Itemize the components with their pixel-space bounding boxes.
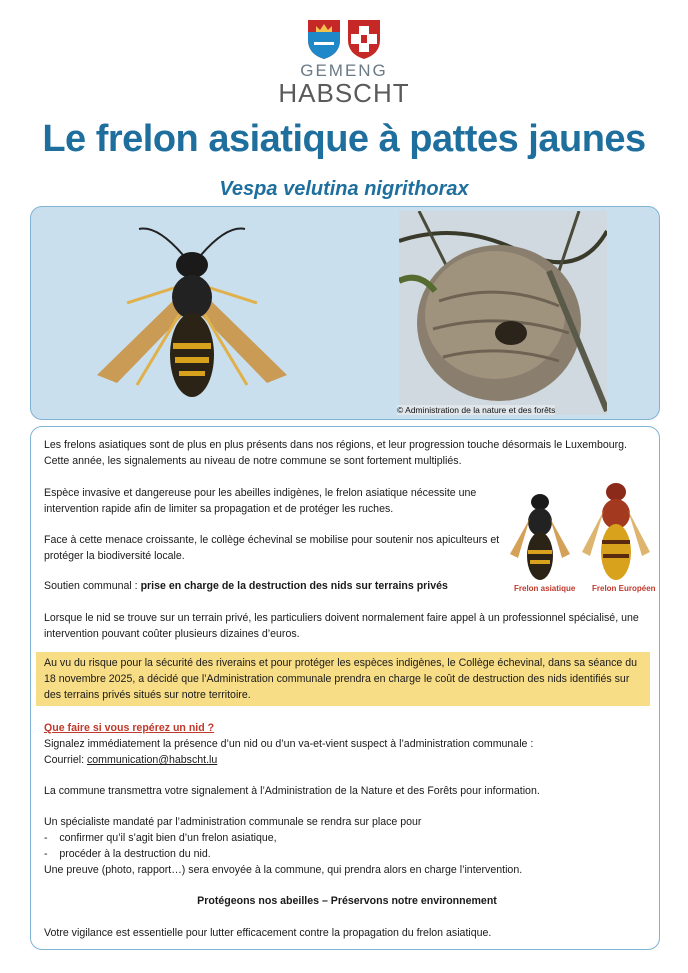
bullet-dash: - [44,832,60,844]
page-subtitle: Vespa velutina nigrithorax [219,178,469,200]
hornet-nest-image [399,211,607,415]
paragraph-private-land: Lorsque le nid se trouve sur un terrain privé, les particuliers doivent normalement faire appel à un professionnel spécialisé, une intervention pouvant coûter plusieurs dizaines d’euros. [44,612,639,640]
paragraph-intro: Les frelons asiatiques sont de plus en plus présents dans nos régions, et leur progression touche désormais le Luxembourg. Cette année, les signalements au niveau de notre commune se sont fortement multipliés. [44,439,627,467]
crest-left-icon [306,18,342,60]
bullet-destroy [44,846,650,862]
logo-habscht: HABSCHT [278,78,410,108]
support-bold: prise en charge de la destruction des nids sur terrains privés [140,580,448,592]
bullet-confirm [44,830,650,846]
photo-credit: © Administration de la nature et des forêts [397,405,556,415]
decision-text: Au vu du risque pour la sécurité des riverains et pour protéger les espèces indigènes, le Collège échevinal, dans sa séance du 18 novembre 2025, a décidé que l’Administration communale prendra en charge le coût de destruction des nids identifiés sur des terrains privés situés sur notre territoire. [44,657,638,701]
commune-logo [0,18,688,106]
paragraph-signal: Signalez immédiatement la présence d’un nid ou d’un va-et-vient suspect à l’administration communale : [44,738,534,750]
photo-panel [30,206,660,420]
crest-right-icon [346,18,382,60]
caption-asian-hornet: Frelon asiatique [514,584,576,593]
bullet-confirm-text: confirmer qu’il s’agit bien d’un frelon asiatique, [59,832,277,844]
bullet-destroy-text: procéder à la destruction du nid. [59,848,211,860]
hornet-comparison-image [508,462,654,598]
paragraph-closing: Votre vigilance est essentielle pour lutter efficacement contre la propagation du frelon asiatique. [44,927,492,939]
paragraph-specialist: Un spécialiste mandaté par l’administration communale se rendra sur place pour [44,816,422,828]
paragraph-proof: Une preuve (photo, rapport…) sera envoyée à la commune, qui prendra alors en charge l’intervention. [44,864,523,876]
question-heading: Que faire si vous repérez un nid ? [44,722,215,734]
email-label: Courriel: [44,754,87,766]
slogan: Protégeons nos abeilles – Préservons notre environnement [197,895,497,907]
page-title: Le frelon asiatique à pattes jaunes [42,118,646,160]
bullet-dash: - [44,848,60,860]
paragraph-college: Face à cette menace croissante, le collège échevinal se mobilise pour soutenir nos apiculteurs et protéger la biodiversité locale. [44,534,500,562]
caption-european-hornet: Frelon Européen [592,584,656,593]
paragraph-support [44,578,514,594]
asian-hornet-image [87,215,297,411]
paragraph-transmit: La commune transmettra votre signalement à l’Administration de la Nature et des Forêts pour information. [44,785,540,797]
logo-gemeng: GEMENG [300,61,388,80]
coat-of-arms [0,18,688,60]
paragraph-invasive: Espèce invasive et dangereuse pour les abeilles indigènes, le frelon asiatique nécessite une intervention rapide afin de limiter sa propagation et de protéger les ruches. [44,487,477,515]
support-label: Soutien communal : [44,580,141,592]
email-link[interactable]: communication@habscht.lu [86,754,218,766]
email-line [44,752,650,768]
